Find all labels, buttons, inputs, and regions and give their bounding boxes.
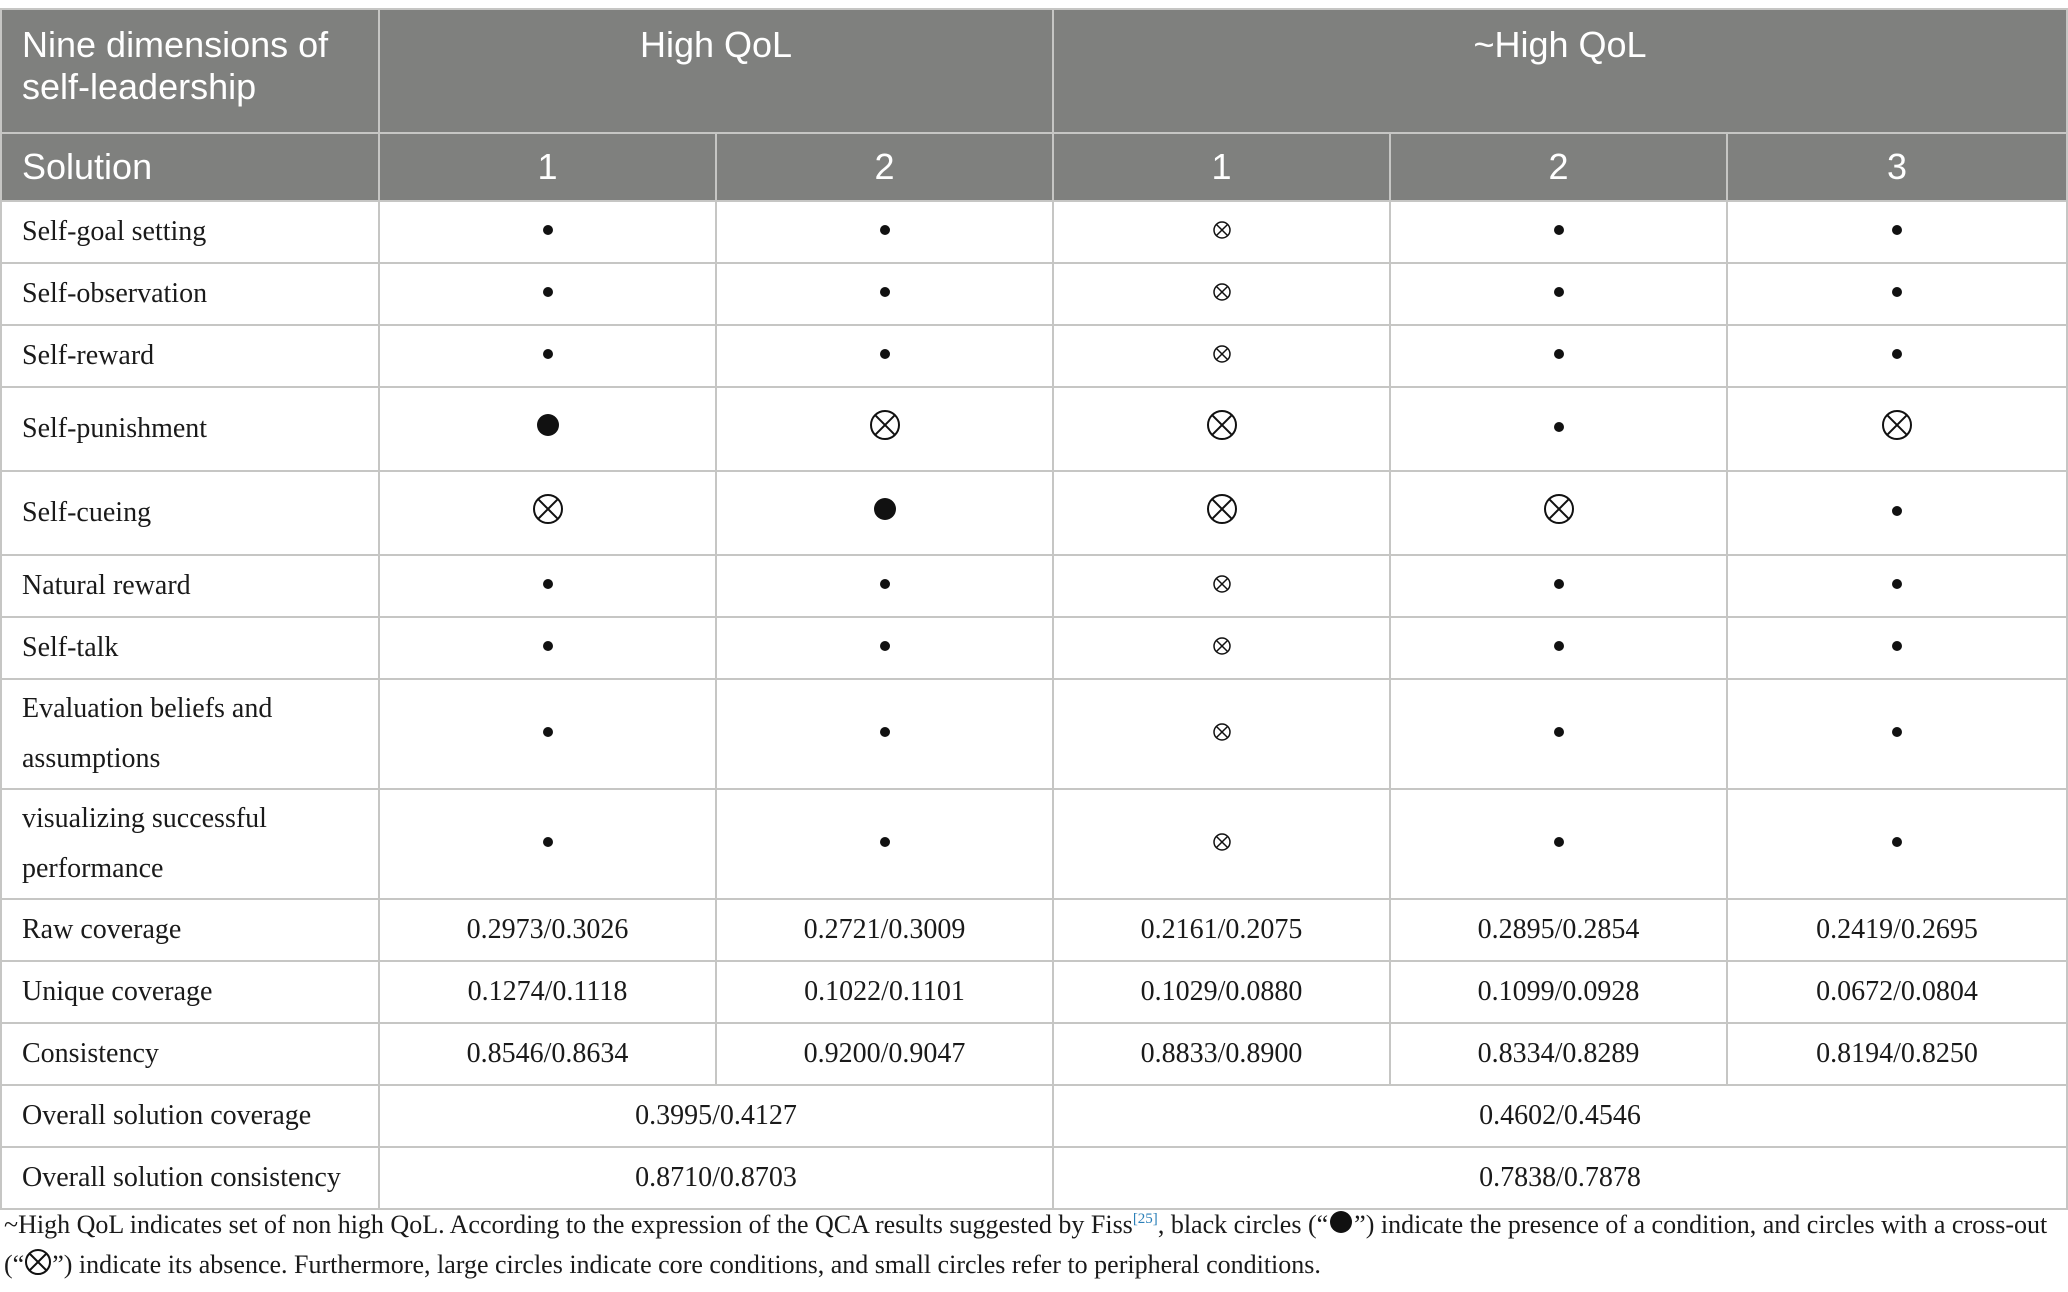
presence-circle-icon	[874, 571, 896, 603]
condition-cell	[716, 617, 1053, 679]
absence-crossed-circle-icon	[869, 409, 901, 449]
absence-crossed-circle-icon	[1206, 409, 1238, 449]
condition-cell	[1053, 617, 1390, 679]
header-row-groups	[1, 9, 2067, 133]
table-footnote	[4, 1200, 2054, 1287]
solution-number: 1	[1053, 133, 1390, 201]
solution-number: 1	[379, 133, 716, 201]
condition-cell	[1053, 471, 1390, 555]
condition-cell	[716, 555, 1053, 617]
condition-cell	[716, 679, 1053, 789]
condition-cell	[1053, 201, 1390, 263]
metric-value: 0.8334/0.8289	[1390, 1023, 1727, 1085]
condition-cell	[379, 789, 716, 899]
table-row	[1, 263, 2067, 325]
presence-circle-icon	[537, 719, 559, 751]
metric-value: 0.0672/0.0804	[1727, 961, 2067, 1023]
condition-cell	[379, 471, 716, 555]
header-row-solutions	[1, 133, 2067, 201]
absence-crossed-circle-icon	[1211, 341, 1233, 373]
presence-circle-icon	[1548, 719, 1570, 751]
metric-value: 0.2973/0.3026	[379, 899, 716, 961]
metric-value: 0.9200/0.9047	[716, 1023, 1053, 1085]
dimension-label: Self-cueing	[1, 471, 379, 555]
absence-crossed-circle-icon	[1206, 493, 1238, 533]
condition-cell	[716, 789, 1053, 899]
presence-circle-icon	[1548, 829, 1570, 861]
footnote-text: ”) indicate the presence of a condition, and circles with a cross-out (“	[4, 1210, 2048, 1280]
table-row	[1, 555, 2067, 617]
table-row	[1, 961, 2067, 1023]
dimension-label: Natural reward	[1, 555, 379, 617]
presence-circle-icon	[1548, 279, 1570, 311]
dimension-label	[1, 789, 379, 899]
condition-cell	[1053, 679, 1390, 789]
absence-crossed-circle-icon	[1211, 829, 1233, 861]
solution-number: 2	[1390, 133, 1727, 201]
footnote-text: , black circles (“	[1157, 1210, 1329, 1239]
dimension-label: Self-reward	[1, 325, 379, 387]
condition-cell	[379, 201, 716, 263]
condition-cell	[1053, 387, 1390, 471]
presence-circle-icon	[1548, 217, 1570, 249]
presence-circle-icon	[1886, 571, 1908, 603]
condition-cell	[1727, 555, 2067, 617]
metric-value: 0.8710/0.8703	[379, 1147, 1053, 1209]
metric-label: Unique coverage	[1, 961, 379, 1023]
presence-circle-icon	[537, 279, 559, 311]
table-row	[1, 789, 2067, 899]
presence-circle-icon	[537, 571, 559, 603]
presence-circle-icon	[874, 719, 896, 751]
crossed-circle-icon	[24, 1248, 52, 1287]
metric-label: Consistency	[1, 1023, 379, 1085]
condition-cell	[716, 201, 1053, 263]
presence-circle-icon	[1548, 633, 1570, 665]
table-row	[1, 1023, 2067, 1085]
condition-cell	[716, 471, 1053, 555]
condition-cell	[716, 263, 1053, 325]
condition-cell	[1053, 325, 1390, 387]
solution-header: Solution	[1, 133, 379, 201]
condition-cell	[1727, 789, 2067, 899]
absence-crossed-circle-icon	[1543, 493, 1575, 533]
condition-cell	[1390, 617, 1727, 679]
condition-cell	[1727, 263, 2067, 325]
presence-circle-icon	[1886, 341, 1908, 373]
condition-cell	[379, 325, 716, 387]
presence-circle-icon	[869, 493, 901, 533]
absence-crossed-circle-icon	[1211, 279, 1233, 311]
presence-circle-icon	[537, 633, 559, 665]
metric-value: 0.8833/0.8900	[1053, 1023, 1390, 1085]
presence-circle-icon	[1548, 341, 1570, 373]
condition-cell	[1390, 325, 1727, 387]
metric-value: 0.1274/0.1118	[379, 961, 716, 1023]
dimension-label: Self-talk	[1, 617, 379, 679]
presence-circle-icon	[874, 341, 896, 373]
absence-crossed-circle-icon	[1211, 633, 1233, 665]
table-row	[1, 201, 2067, 263]
metric-value: 0.2161/0.2075	[1053, 899, 1390, 961]
presence-circle-icon	[1548, 571, 1570, 603]
condition-cell	[1390, 201, 1727, 263]
condition-cell	[1053, 263, 1390, 325]
dimension-label-line: assumptions	[22, 743, 161, 774]
table-row	[1, 471, 2067, 555]
absence-crossed-circle-icon	[1211, 217, 1233, 249]
absence-crossed-circle-icon	[1881, 409, 1913, 449]
condition-cell	[716, 387, 1053, 471]
metric-value: 0.1029/0.0880	[1053, 961, 1390, 1023]
metric-label: Overall solution consistency	[1, 1147, 379, 1209]
dimension-label-line: performance	[22, 853, 164, 884]
metric-value: 0.3995/0.4127	[379, 1085, 1053, 1147]
presence-circle-icon	[1886, 217, 1908, 249]
condition-cell	[1053, 555, 1390, 617]
absence-crossed-circle-icon	[532, 493, 564, 533]
presence-circle-icon	[874, 633, 896, 665]
condition-cell	[1390, 789, 1727, 899]
presence-circle-icon	[1886, 719, 1908, 751]
presence-circle-icon	[532, 409, 564, 449]
solution-number: 3	[1727, 133, 2067, 201]
qca-results-table	[0, 8, 2068, 1210]
table-row	[1, 325, 2067, 387]
condition-cell	[1727, 679, 2067, 789]
high-qol-header: High QoL	[379, 9, 1053, 133]
footnote-text: ~High QoL indicates set of non high QoL. According to the expression of the QCA results suggested by Fiss	[4, 1210, 1133, 1239]
dimension-label: Self-punishment	[1, 387, 379, 471]
footnote-text: ”) indicate its absence. Furthermore, large circles indicate core conditions, and small circles refer to peripheral conditions.	[52, 1250, 1321, 1280]
dimension-label	[1, 679, 379, 789]
citation-link[interactable]: [25]	[1132, 1211, 1158, 1227]
condition-cell	[1390, 679, 1727, 789]
presence-circle-icon	[537, 341, 559, 373]
solution-number: 2	[716, 133, 1053, 201]
presence-circle-icon	[537, 217, 559, 249]
condition-cell	[1727, 617, 2067, 679]
absence-crossed-circle-icon	[1211, 571, 1233, 603]
dimension-label-line: visualizing successful	[22, 803, 267, 834]
dimensions-header: Nine dimensions of self-leadership	[1, 9, 379, 133]
condition-cell	[1390, 471, 1727, 555]
table-row	[1, 617, 2067, 679]
condition-cell	[716, 325, 1053, 387]
absence-crossed-circle-icon	[1211, 719, 1233, 751]
table-row	[1, 899, 2067, 961]
metric-value: 0.2895/0.2854	[1390, 899, 1727, 961]
condition-cell	[1053, 789, 1390, 899]
metric-label: Raw coverage	[1, 899, 379, 961]
dimension-label-line: Evaluation beliefs and	[22, 693, 273, 724]
table-row	[1, 679, 2067, 789]
metric-value: 0.8546/0.8634	[379, 1023, 716, 1085]
condition-cell	[1727, 387, 2067, 471]
condition-cell	[1727, 325, 2067, 387]
metric-label: Overall solution coverage	[1, 1085, 379, 1147]
condition-cell	[1390, 555, 1727, 617]
condition-cell	[379, 387, 716, 471]
metric-value: 0.4602/0.4546	[1053, 1085, 2067, 1147]
metric-value: 0.7838/0.7878	[1053, 1147, 2067, 1209]
table-row	[1, 387, 2067, 471]
metric-value: 0.2721/0.3009	[716, 899, 1053, 961]
metric-value: 0.1022/0.1101	[716, 961, 1053, 1023]
dimension-label: Self-goal setting	[1, 201, 379, 263]
condition-cell	[379, 263, 716, 325]
metric-value: 0.2419/0.2695	[1727, 899, 2067, 961]
presence-circle-icon	[1886, 279, 1908, 311]
presence-circle-icon	[1548, 414, 1570, 446]
presence-circle-icon	[1886, 829, 1908, 861]
presence-circle-icon	[874, 217, 896, 249]
condition-cell	[379, 679, 716, 789]
presence-circle-icon	[537, 829, 559, 861]
metric-value: 0.1099/0.0928	[1390, 961, 1727, 1023]
condition-cell	[379, 617, 716, 679]
presence-circle-icon	[874, 829, 896, 861]
condition-cell	[1727, 201, 2067, 263]
not-high-qol-header: ~High QoL	[1053, 9, 2067, 133]
table-row	[1, 1085, 2067, 1147]
presence-circle-icon	[874, 279, 896, 311]
presence-circle-icon	[1886, 633, 1908, 665]
presence-circle-icon	[1886, 498, 1908, 530]
condition-cell	[1390, 263, 1727, 325]
metric-value: 0.8194/0.8250	[1727, 1023, 2067, 1085]
condition-cell	[379, 555, 716, 617]
condition-cell	[1727, 471, 2067, 555]
black-circle-icon	[1328, 1208, 1354, 1246]
dimension-label: Self-observation	[1, 263, 379, 325]
condition-cell	[1390, 387, 1727, 471]
